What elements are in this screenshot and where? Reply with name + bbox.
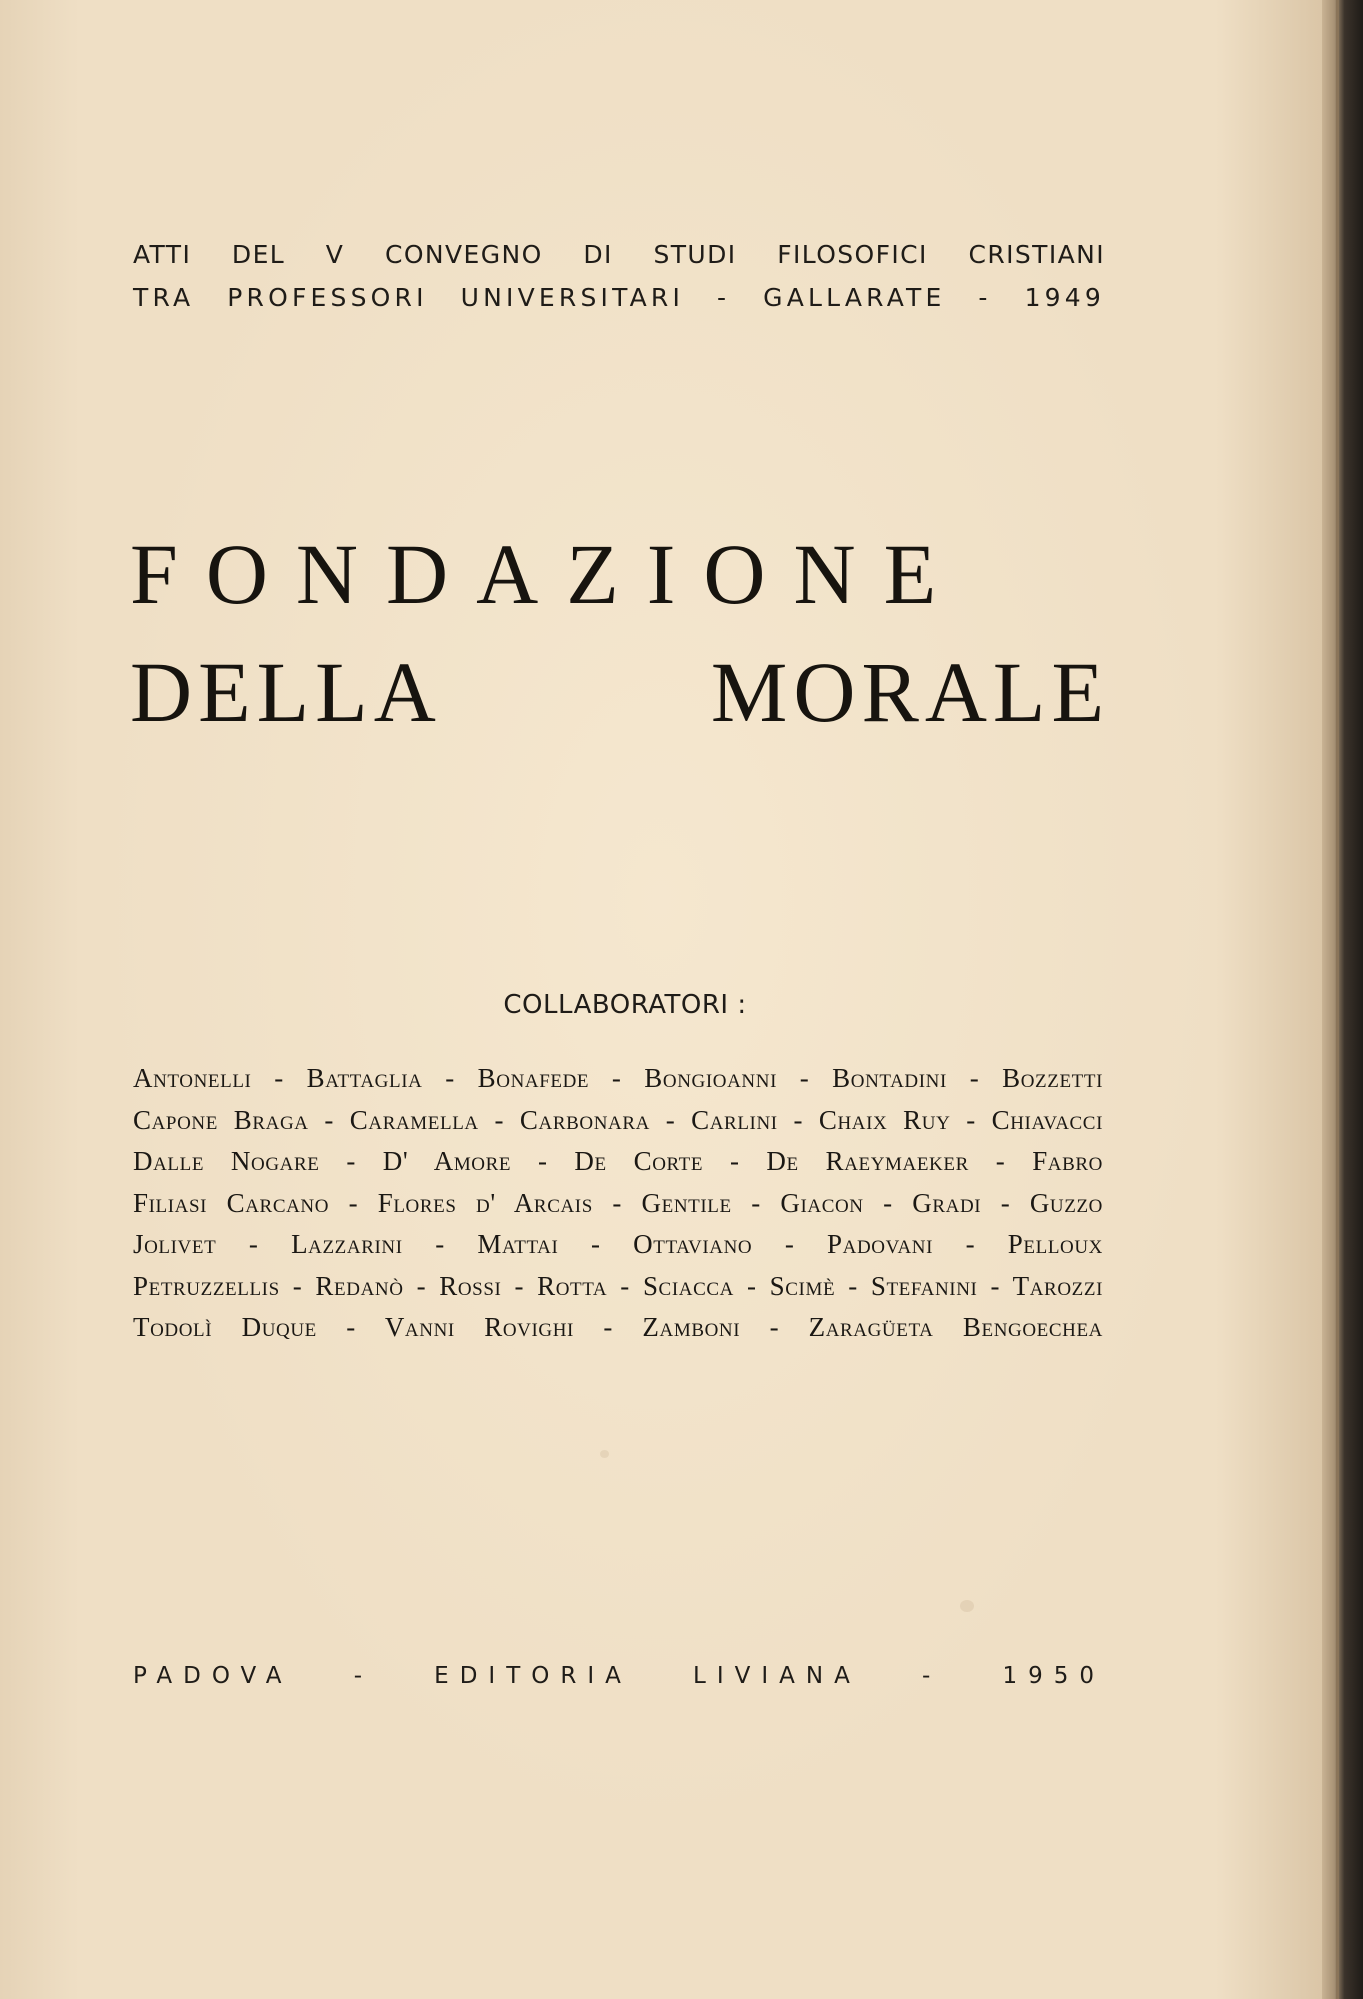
publisher-imprint: PADOVA - EDITORIA LIVIANA - 1950 xyxy=(133,1663,1105,1689)
collaborators-line: Todolì Duque - Vanni Rovighi - Zamboni - Zaragüeta Bengoechea xyxy=(133,1312,1103,1342)
conference-header xyxy=(133,240,1105,312)
collaborators-heading: COLLABORATORI : xyxy=(503,990,747,1020)
collaborators-line: Capone Braga - Caramella - Carbonara - Carlini - Chaix Ruy - Chiavacci xyxy=(133,1104,1103,1135)
collaborators-line: Jolivet - Lazzarini - Mattai - Ottaviano - Padovani - Pelloux xyxy=(133,1229,1103,1259)
header-line-2: TRA PROFESSORI UNIVERSITARI - GALLARATE - 1949 xyxy=(133,283,1105,312)
title-line-1: FONDAZIONE xyxy=(130,526,965,622)
collaborators-line: Petruzzellis - Redanò - Rossi - Rotta - Sciacca - Scimè - Stefanini - Tarozzi xyxy=(133,1270,1103,1301)
collaborators-line: Filiasi Carcano - Flores d' Arcais - Gentile - Giacon - Gradi - Guzzo xyxy=(133,1187,1103,1218)
collaborators-line: Antonelli - Battaglia - Bonafede - Bongioanni - Bontadini - Bozzetti xyxy=(133,1063,1103,1093)
paper-stain xyxy=(960,1600,974,1612)
book-spine-edge xyxy=(1322,0,1363,1999)
header-line-1: ATTI DEL V CONVEGNO DI STUDI FILOSOFICI CRISTIANI xyxy=(133,240,1105,269)
title-line-2: DELLA MORALE xyxy=(130,644,1110,740)
paper-stain xyxy=(600,1450,609,1458)
collaborators-list xyxy=(133,1058,1103,1349)
page-edge-line xyxy=(1336,0,1339,1999)
book-title xyxy=(130,515,1110,751)
collaborators-line: Dalle Nogare - D' Amore - De Corte - De Raeymaeker - Fabro xyxy=(133,1146,1103,1176)
